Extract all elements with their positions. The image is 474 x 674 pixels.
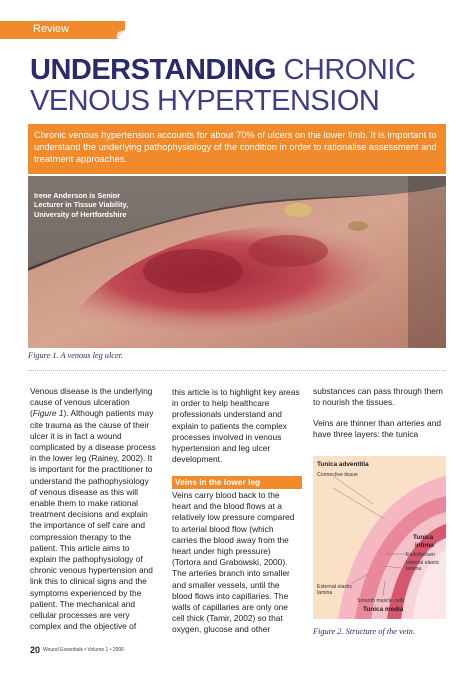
page-number: 20 — [30, 645, 41, 655]
section-label: Review — [33, 23, 70, 35]
label-endothelium: Endothelium — [406, 552, 435, 558]
figure1-caption: Figure 1. A venous leg ulcer. — [28, 351, 124, 360]
figure-reference: Figure 1 — [32, 408, 64, 419]
subheading-text: Veins in the lower leg — [175, 477, 261, 487]
section-tab — [0, 21, 118, 39]
section-divider — [28, 370, 446, 371]
column-2-continued — [172, 490, 300, 636]
column1-text-a: Venous disease is the underlying cause of venous ulceration ( — [30, 386, 153, 419]
page-fold-icon — [112, 21, 125, 39]
label-internal-elastic-1: Internal elastic — [406, 560, 440, 566]
column1-paragraph — [30, 386, 158, 632]
label-tunica-media: Tunica media — [363, 606, 404, 613]
label-external-elastic-1: External elastic — [317, 584, 353, 590]
column-3-continued — [313, 418, 448, 440]
label-smooth-muscle: Smooth muscle cells — [357, 598, 405, 604]
author-note: Irene Anderson is Senior Lecturer in Tissue Viability, University of Hertfordshire — [34, 191, 129, 219]
title-bold-word: UNDERSTANDING — [30, 54, 276, 86]
column-3 — [313, 386, 448, 408]
figure2-caption: Figure 2. Structure of the vein. — [313, 627, 415, 636]
title-light-word: CHRONIC — [283, 54, 416, 86]
column-1 — [30, 386, 158, 632]
column-2 — [172, 387, 300, 465]
intro-box — [28, 124, 446, 174]
journal-footer: Wound Essentials • Volume 1 • 2006 — [43, 647, 124, 653]
label-tunica-intima-2: intima — [415, 542, 434, 549]
column1-text-b: ). Although patients may cite trauma as the cause of their ulcer it is in fact a wound complicated by a disease process in the lower leg (Rainey, 2002). It is important for the practitioner to understand the pathophysiology of venous disease as this will enable them to make rational treatment decisions and explain the importance of self care and compression therapy to the patient. This article aims to explain the pathophysiology of chronic venous hypertension and link this to clinical signs and the symptoms experienced by the patient. The mechanical and cellular processes are very complex and the objective of — [30, 408, 156, 632]
label-tunica-intima-1: Tunica — [413, 534, 434, 541]
label-external-elastic-2: lamina — [317, 590, 333, 596]
column2-paragraph-2: Veins carry blood back to the heart and the blood flows at a relatively low pressure compared to arterial blood flow (which carries the blood away from the heart under high pressure) (Tortora and Grabowski, 2000). The arteries branch into smaller and smaller vessels, until the blood flows into capillaries. The walls of capillaries are only one cell thick (Tamir, 2002) so that oxygen, glucose and other — [172, 490, 295, 635]
label-internal-elastic-2: lamina — [406, 566, 422, 572]
column3-paragraph-1: substances can pass through them to nourish the tissues. — [313, 386, 443, 408]
title-line2: VENOUS HYPERTENSION — [30, 85, 380, 117]
column3-paragraph-2: Veins are thinner than arteries and have three layers: the tunica — [313, 418, 442, 440]
intro-text: Chronic venous hypertension accounts for about 70% of ulcers on the lower limb. It is important to understand the underlying pathophysiology of the condition in order to rationalise assessment and treatment approaches. — [34, 130, 437, 164]
label-tunica-adventitia: Tunica adventitia — [317, 461, 369, 468]
label-connective-tissue: Connective tissue — [317, 472, 358, 478]
column2-paragraph-1: this article is to highlight key areas in order to help healthcare professionals understand and explain to patients the complex processes involved in venous hypertension and leg ulcer development. — [172, 387, 300, 465]
section-subheading — [172, 476, 302, 489]
article-title — [30, 55, 460, 117]
vein-structure-figure — [313, 456, 446, 619]
